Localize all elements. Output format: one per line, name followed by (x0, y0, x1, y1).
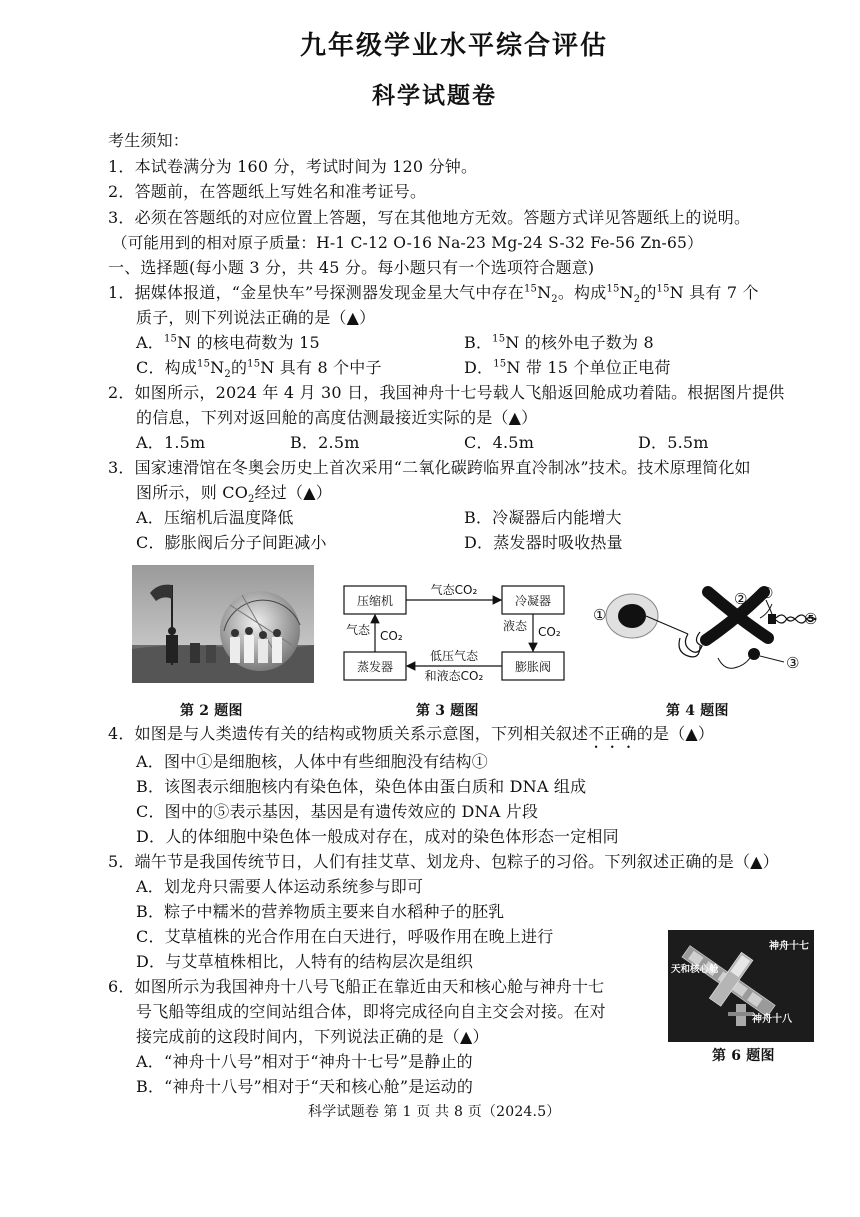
figure-6-caption: 第 6 题图 (712, 1048, 775, 1064)
q2-option-d: D．5.5m (638, 433, 709, 452)
q3-option-c: C．膨胀阀后分子间距减小 (136, 533, 327, 552)
label-tianhe-core-module: 天和核心舱 (671, 964, 719, 975)
exam-subtitle: 科学试题卷 (372, 82, 497, 109)
label-4: ④ (760, 584, 774, 602)
q1-option-c: C．构成$^{15}N_2$的$^{15}$N 具有 8 个中子 (136, 358, 382, 381)
q6-stem-line2: 号飞船等组成的空间站组合体，即将完成径向自主交会对接。在对 (136, 1002, 606, 1021)
low-pressure-label-2: 和液态CO₂ (424, 669, 484, 683)
label-shenzhou-18: 神舟十八 (752, 1014, 792, 1025)
q3-option-d: D．蒸发器时吸收热量 (464, 533, 623, 552)
liquid-co2-label: CO₂ (538, 625, 561, 639)
q1-stem-line1: 1．据媒体报道，“金星快车”号探测器发现金星大气中存在$^{15}N_2$。构成$^{15}N_2$的$^{15}$N 具有 7 个 (108, 283, 759, 306)
notice-item-3: 3．必须在答题纸的对应位置上答题，写在其他地方无效。答题方式详见答题纸上的说明。 (108, 208, 751, 227)
q5-stem: 5．端午节是我国传统节日，人们有挂艾草、划龙舟、包粽子的习俗。下列叙述正确的是（▲） (108, 852, 779, 871)
notice-heading: 考生须知： (108, 131, 190, 150)
q4-stem: 4．如图是与人类遗传有关的结构或物质关系示意图，下列相关叙述不正确的是（▲） (108, 724, 715, 743)
gas-co2-side-label: CO₂ (380, 629, 403, 643)
emphasis-not-correct: 不正确 (588, 724, 637, 743)
q2-stem-line2: 的信息，下列对返回舱的高度估测最接近实际的是（▲） (136, 408, 538, 427)
q1-stem-line2: 质子，则下列说法正确的是（▲） (136, 308, 376, 327)
q4-option-a: A．图中①是细胞核，人体中有些细胞没有结构① (136, 752, 488, 771)
figure-4-caption: 第 4 题图 (666, 703, 729, 719)
low-pressure-label-1: 低压气态 (429, 649, 479, 663)
figure-2-landing-photo (132, 565, 314, 683)
q1-option-d: D．$^{15}$N 带 15 个单位正电荷 (464, 358, 671, 377)
evaporator-label: 蒸发器 (356, 660, 394, 674)
figure-6-space-station-photo (668, 930, 814, 1042)
q6-stem-line1: 6．如图所示为我国神舟十八号飞船正在靠近由天和核心舱与神舟十七 (108, 977, 605, 996)
notice-item-2: 2．答题前，在答题纸上写姓名和准考证号。 (108, 182, 427, 201)
condenser-label: 冷凝器 (514, 594, 552, 608)
q4-option-b: B．该图表示细胞核内有染色体，染色体由蛋白质和 DNA 组成 (136, 777, 587, 796)
q6-option-b: B．“神舟十八号”相对于“天和核心舱”是运动的 (136, 1077, 474, 1096)
q3-option-b: B．冷凝器后内能增大 (464, 508, 622, 527)
q1-option-b: B．$^{15}$N 的核外电子数为 8 (464, 333, 654, 352)
q4-option-c: C．图中的⑤表示基因，基因是有遗传效应的 DNA 片段 (136, 802, 539, 821)
q2-option-a: A．1.5m (136, 433, 206, 452)
gas-co2-label: 气态CO₂ (430, 583, 478, 597)
label-1: ① (593, 606, 607, 624)
label-shenzhou-17: 神舟十七 (769, 941, 809, 952)
figure-4-heredity-diagram (588, 578, 828, 690)
q5-option-b: B．粽子中糯米的营养物质主要来自水稻种子的胚乳 (136, 902, 505, 921)
q1-option-a: A．$^{15}$N 的核电荷数为 15 (136, 333, 320, 352)
q2-stem-line1: 2．如图所示，2024 年 4 月 30 日，我国神舟十七号载人飞船返回舱成功着陆。根据图片提供 (108, 383, 785, 402)
q5-option-a: A．划龙舟只需要人体运动系统参与即可 (136, 877, 424, 896)
figure-3-co2-cycle-diagram (330, 572, 580, 690)
label-5: ⑤ (804, 610, 818, 628)
liquid-label: 液态 (502, 619, 527, 633)
figure-2-caption: 第 2 题图 (180, 703, 243, 719)
q6-stem-line3: 接完成前的这段时间内，下列说法正确的是（▲） (136, 1027, 489, 1046)
q2-option-c: C．4.5m (464, 433, 535, 452)
q5-option-d: D．与艾草植株相比，人特有的结构层次是组织 (136, 952, 474, 971)
label-2: ② (734, 590, 748, 608)
q5-option-c: C．艾草植株的光合作用在白天进行，呼吸作用在晚上进行 (136, 927, 554, 946)
compressor-label: 压缩机 (356, 594, 394, 608)
expansion-valve-label: 膨胀阀 (514, 660, 552, 674)
exam-title: 九年级学业水平综合评估 (300, 31, 609, 61)
q3-stem-line2: 图所示，则 $CO_2$经过（▲） (136, 483, 332, 506)
q4-option-d: D．人的体细胞中染色体一般成对存在，成对的染色体形态一定相同 (136, 827, 619, 846)
q3-option-a: A．压缩机后温度降低 (136, 508, 294, 527)
label-3: ③ (786, 654, 800, 672)
atomic-masses: （可能用到的相对原子质量：H-1 C-12 O-16 Na-23 Mg-24 S-32 Fe-56 Zn-65） (112, 234, 703, 252)
notice-item-1: 1．本试卷满分为 160 分，考试时间为 120 分钟。 (108, 157, 478, 176)
section-heading: 一、选择题(每小题 3 分，共 45 分。每小题只有一个选项符合题意) (108, 258, 595, 277)
q3-stem-line1: 3．国家速滑馆在冬奥会历史上首次采用“二氧化碳跨临界直冷制冰”技术。技术原理简化如 (108, 458, 751, 477)
figure-3-caption: 第 3 题图 (416, 703, 479, 719)
q2-option-b: B．2.5m (290, 433, 360, 452)
page-footer: 科学试题卷 第 1 页 共 8 页（2024.5） (308, 1104, 561, 1120)
q6-option-a: A．“神舟十八号”相对于“神舟十七号”是静止的 (136, 1052, 473, 1071)
gas-label: 气态 (345, 623, 370, 637)
